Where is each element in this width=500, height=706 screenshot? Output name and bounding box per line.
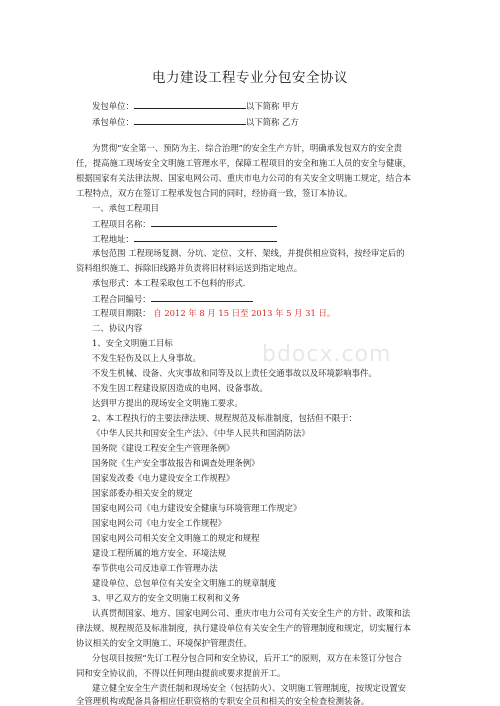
list-item: 国家电网公司《电力安全工作规程》 — [92, 518, 226, 528]
paragraph-line: 同和安全协议前，不得以任何理由提前或要求提前开工。 — [76, 668, 286, 678]
party-b-label: 承包单位： — [92, 117, 134, 127]
party-a-label: 发包单位： — [92, 101, 134, 111]
contract-no-label: 工程合同编号： — [92, 294, 151, 304]
list-item: 不发生轻伤及以上人身事故。 — [92, 353, 201, 363]
list-item: 2、本工程执行的主要法律法规、规程规范及标准制度，包括但不限于： — [92, 413, 357, 423]
project-name-row — [92, 218, 277, 229]
party-b-row — [92, 116, 299, 127]
list-item: 奉节供电公司反违章工作管理办法 — [92, 563, 218, 573]
list-item: 国务院《生产安全事故报告和调查处理条例》 — [92, 458, 260, 468]
party-a-blank[interactable] — [134, 100, 246, 109]
party-b-suffix: 以下简称 乙方 — [245, 117, 299, 127]
intro-line: 工程特点，双方在签订工程承发包合同的同时，经协商一致，签订本协议。 — [76, 188, 353, 198]
project-address-blank[interactable] — [134, 233, 277, 242]
scope-line: 资料组织施工、拆除旧线路并负责将旧材料运送到指定地点。 — [76, 263, 303, 273]
party-a-row — [92, 100, 299, 111]
list-item: 国家部委办相关安全的规定 — [92, 488, 193, 498]
party-a-suffix: 以下简称 甲方 — [245, 101, 299, 111]
list-item: 达到甲方提出的现场安全文明施工要求。 — [92, 398, 243, 408]
paragraph-line: 认真贯彻国家、地方、国家电网公司、重庆市电力公司有关安全生产的方针、政策和法 — [92, 608, 411, 618]
period-row — [92, 308, 335, 318]
contract-no-blank[interactable] — [151, 293, 253, 302]
period-value: 自 2012 年 8 月 15 日至 2013 年 5 月 31 日。 — [153, 308, 336, 318]
project-name-label: 工程项目名称： — [92, 219, 151, 229]
list-item: 国家发改委《电力建设安全工作规程》 — [92, 473, 235, 483]
list-item: 国家电网公司相关安全文明施工的规定和规程 — [92, 533, 260, 543]
contract-form: 承包形式：本工程采取包工不包料的形式. — [92, 278, 246, 288]
paragraph-line: 全管理机构或配备具备相应任职资格的专职安全员和相关的安全检查检测装备。 — [76, 696, 370, 706]
scope-line: 承包范围 工程现场复测、分坑、定位、文杆、架线，并提供相应资料，按经审定后的 — [92, 248, 405, 258]
paragraph-line: 建立健全安全生产责任制和现场安全（包括防火）、文明施工管理制度，按规定设置安 — [92, 683, 407, 693]
paragraph-line: 协议相关的安全文明施工、环境保护管理责任。 — [76, 638, 252, 648]
paragraph-line: 律法规、规程规范及标准制度，执行建设单位有关安全生产的管理制度和规定，切实履行本 — [76, 623, 411, 633]
period-label: 工程项目期限： — [92, 308, 151, 318]
paragraph-line: 分包项目按照“先订工程分包合同和安全协议，后开工”的原则，双方在未签订分包合 — [92, 653, 403, 663]
watermark: bdocx.com — [262, 342, 392, 367]
intro-line: 根据国家有关法律法规、国家电网公司、重庆市电力公司的有关安全文明施工规定，结合本 — [76, 173, 411, 183]
list-item: 《中华人民共和国安全生产法》、《中华人民共和国消防法》 — [92, 428, 310, 438]
list-item: 不发生机械、设备、火灾事故和同等及以上责任交通事故以及环境影响事件。 — [92, 368, 377, 378]
list-item: 不发生因工程建设原因造成的电网、设备事故。 — [92, 383, 268, 393]
list-item: 3、甲乙双方的安全文明施工权利和义务 — [92, 593, 240, 603]
section-heading: 一、承包工程项目 — [92, 203, 159, 213]
project-name-blank[interactable] — [151, 218, 277, 227]
list-item: 国务院《建设工程安全生产管理条例》 — [92, 443, 235, 453]
list-item: 建设单位、总包单位有关安全文明施工的规章制度 — [92, 578, 277, 588]
contract-no-row — [92, 293, 253, 304]
section-heading: 二、协议内容 — [92, 323, 143, 333]
list-item: 1、安全文明施工目标 — [92, 338, 173, 348]
intro-line: 任，提高施工现场安全文明施工管理水平，保障工程项目的安全和施工人员的安全与健康， — [76, 158, 411, 168]
list-item: 国家电网公司《电力建设安全健康与环境管理工作规定》 — [92, 503, 302, 513]
intro-line: 为贯彻“安全第一、预防为主、综合治理”的安全生产方针，明确承发包双方的安全责 — [92, 143, 403, 153]
list-item: 建设工程所属的地方安全、环境法规 — [92, 548, 226, 558]
document-title: 电力建设工程专业分包安全协议 — [152, 70, 348, 86]
project-address-label: 工程地址： — [92, 234, 134, 244]
party-b-blank[interactable] — [134, 116, 246, 125]
project-address-row — [92, 233, 277, 244]
